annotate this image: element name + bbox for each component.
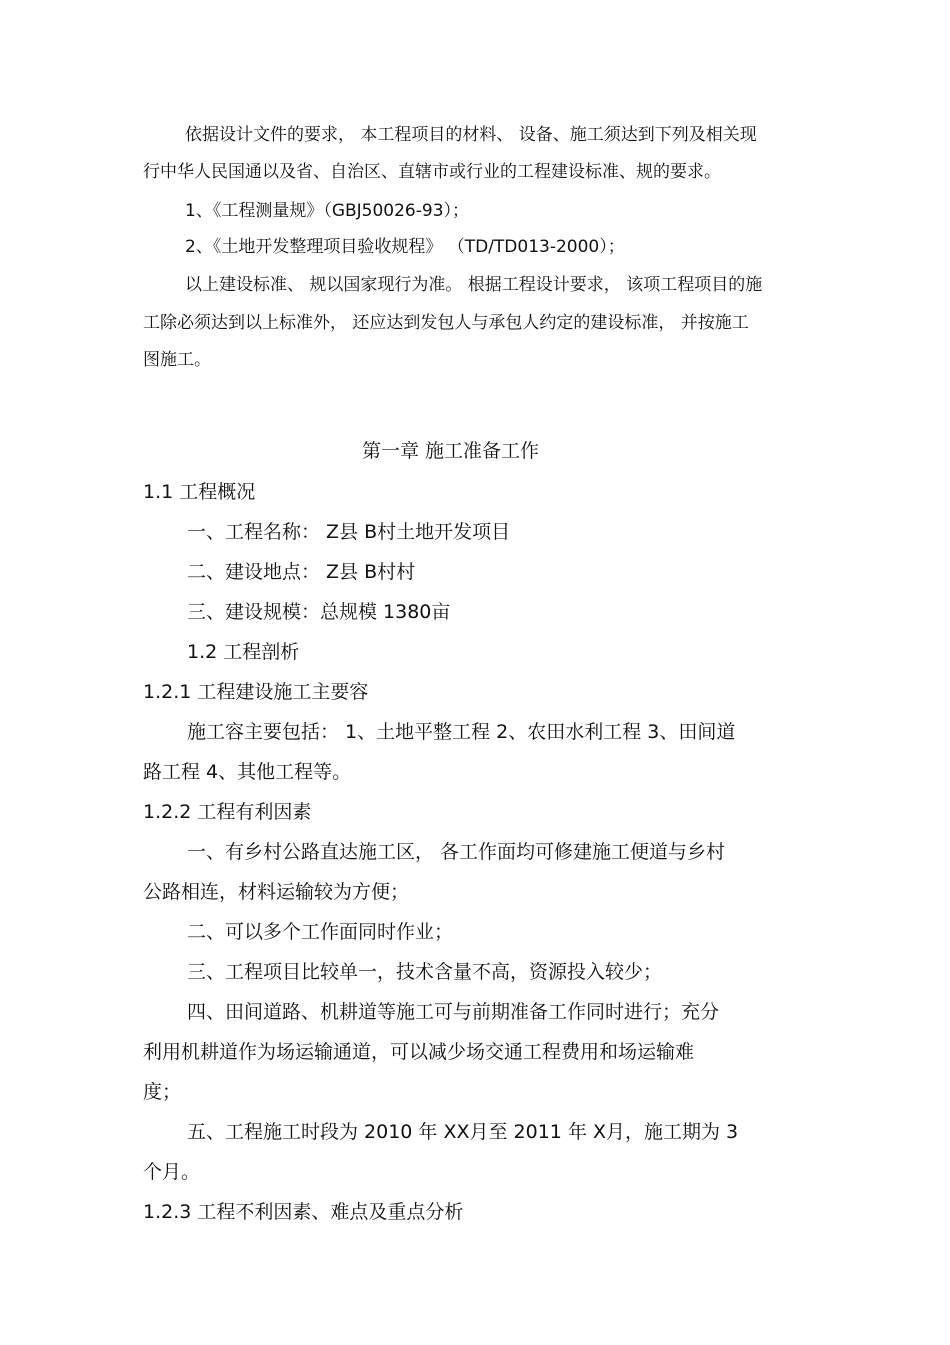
overview-item: 二、建设地点： Z县 B村村 xyxy=(187,561,416,583)
factor-line: 一、有乡村公路直达施工区， 各工作面均可修建施工便道与乡村 xyxy=(187,841,726,863)
overview-item: 一、工程名称： Z县 B村土地开发项目 xyxy=(187,521,511,543)
section-heading: 1.2 工程剖析 xyxy=(187,641,300,663)
intro-paragraph-line: 工除必须达到以上标准外， 还应达到发包人与承包人约定的建设标准， 并按施工 xyxy=(143,313,749,333)
overview-item: 三、建设规模：总规模 1380亩 xyxy=(187,601,451,623)
intro-paragraph-line: 图施工。 xyxy=(143,350,211,370)
factor-line: 五、工程施工时段为 2010 年 XX月至 2011 年 X月，施工期为 3 xyxy=(187,1121,739,1143)
factor-line: 利用机耕道作为场运输通道，可以减少场交通工程费用和场运输难 xyxy=(143,1041,695,1063)
content-paragraph-line: 路工程 4、其他工程等。 xyxy=(143,761,352,783)
factor-line: 二、可以多个工作面同时作业； xyxy=(187,921,454,943)
factor-line: 三、工程项目比较单一，技术含量不高，资源投入较少； xyxy=(187,961,663,983)
subsection-heading: 1.2.1 工程建设施工主要容 xyxy=(143,681,369,703)
subsection-heading: 1.2.2 工程有利因素 xyxy=(143,801,312,823)
intro-paragraph-line: 行中华人民国通以及省、自治区、直辖市或行业的工程建设标准、规的要求。 xyxy=(143,162,721,182)
factor-line: 度； xyxy=(143,1081,182,1103)
factor-line: 四、田间道路、机耕道等施工可与前期准备工作同时进行；充分 xyxy=(187,1001,720,1023)
standard-item: 1、《工程测量规》（GBJ50026-93）； xyxy=(185,201,470,221)
factor-line: 个月。 xyxy=(143,1161,201,1183)
intro-paragraph-line: 依据设计文件的要求， 本工程项目的材料、 设备、施工须达到下列及相关现 xyxy=(185,125,757,145)
standard-item: 2、《土地开发整理项目验收规程》 （TD/TD013-2000）； xyxy=(185,237,625,257)
subsection-heading: 1.2.3 工程不利因素、难点及重点分析 xyxy=(143,1201,464,1223)
intro-paragraph-line: 以上建设标准、 规以国家现行为准。 根据工程设计要求， 该项工程项目的施 xyxy=(185,275,763,295)
factor-line: 公路相连，材料运输较为方便； xyxy=(143,881,410,903)
content-paragraph-line: 施工容主要包括： 1、土地平整工程 2、农田水利工程 3、田间道 xyxy=(187,721,736,743)
section-heading: 1.1 工程概况 xyxy=(143,481,256,503)
chapter-title: 第一章 施工准备工作 xyxy=(362,440,540,462)
